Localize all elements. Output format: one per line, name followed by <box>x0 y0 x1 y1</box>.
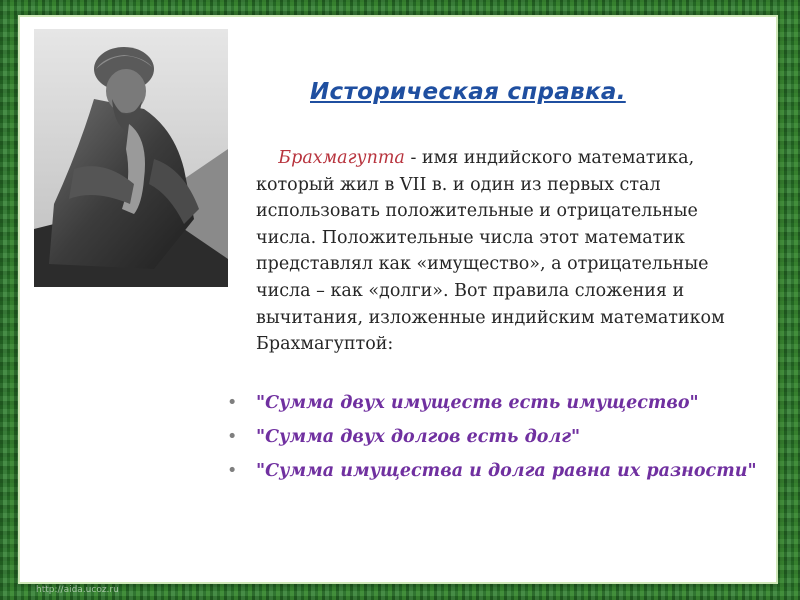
bullet-icon: • <box>227 461 238 481</box>
brahmagupta-statue-photo <box>34 29 228 287</box>
list-item <box>223 425 763 449</box>
statue-image <box>34 29 228 287</box>
rules-list <box>223 391 763 493</box>
rule-text: "Сумма двух долгов есть долг" <box>256 427 581 447</box>
bullet-icon: • <box>227 393 238 413</box>
slide-card <box>20 17 776 582</box>
rule-text: "Сумма имущества и долга равна их разности" <box>256 461 757 481</box>
rule-text: "Сумма двух имуществ есть имущество" <box>256 393 699 413</box>
history-paragraph <box>256 145 762 358</box>
mathematician-name: Брахмагупта <box>278 148 405 168</box>
list-item <box>223 459 763 483</box>
bullet-icon: • <box>227 427 238 447</box>
paragraph-text: - имя индийского математика, который жил в VII в. и один из первых стал использовать положительные и отрицательные числа. Положительные числа этот математик представлял как «имущество», а отрицательные числа – как «долги». Вот правила сложения и вычитания, изложенные индийским математиком Брахмагуптой: <box>256 148 725 355</box>
source-watermark: http://aida.ucoz.ru <box>36 585 119 595</box>
list-item <box>223 391 763 415</box>
slide-title: Историческая справка. <box>310 79 626 105</box>
